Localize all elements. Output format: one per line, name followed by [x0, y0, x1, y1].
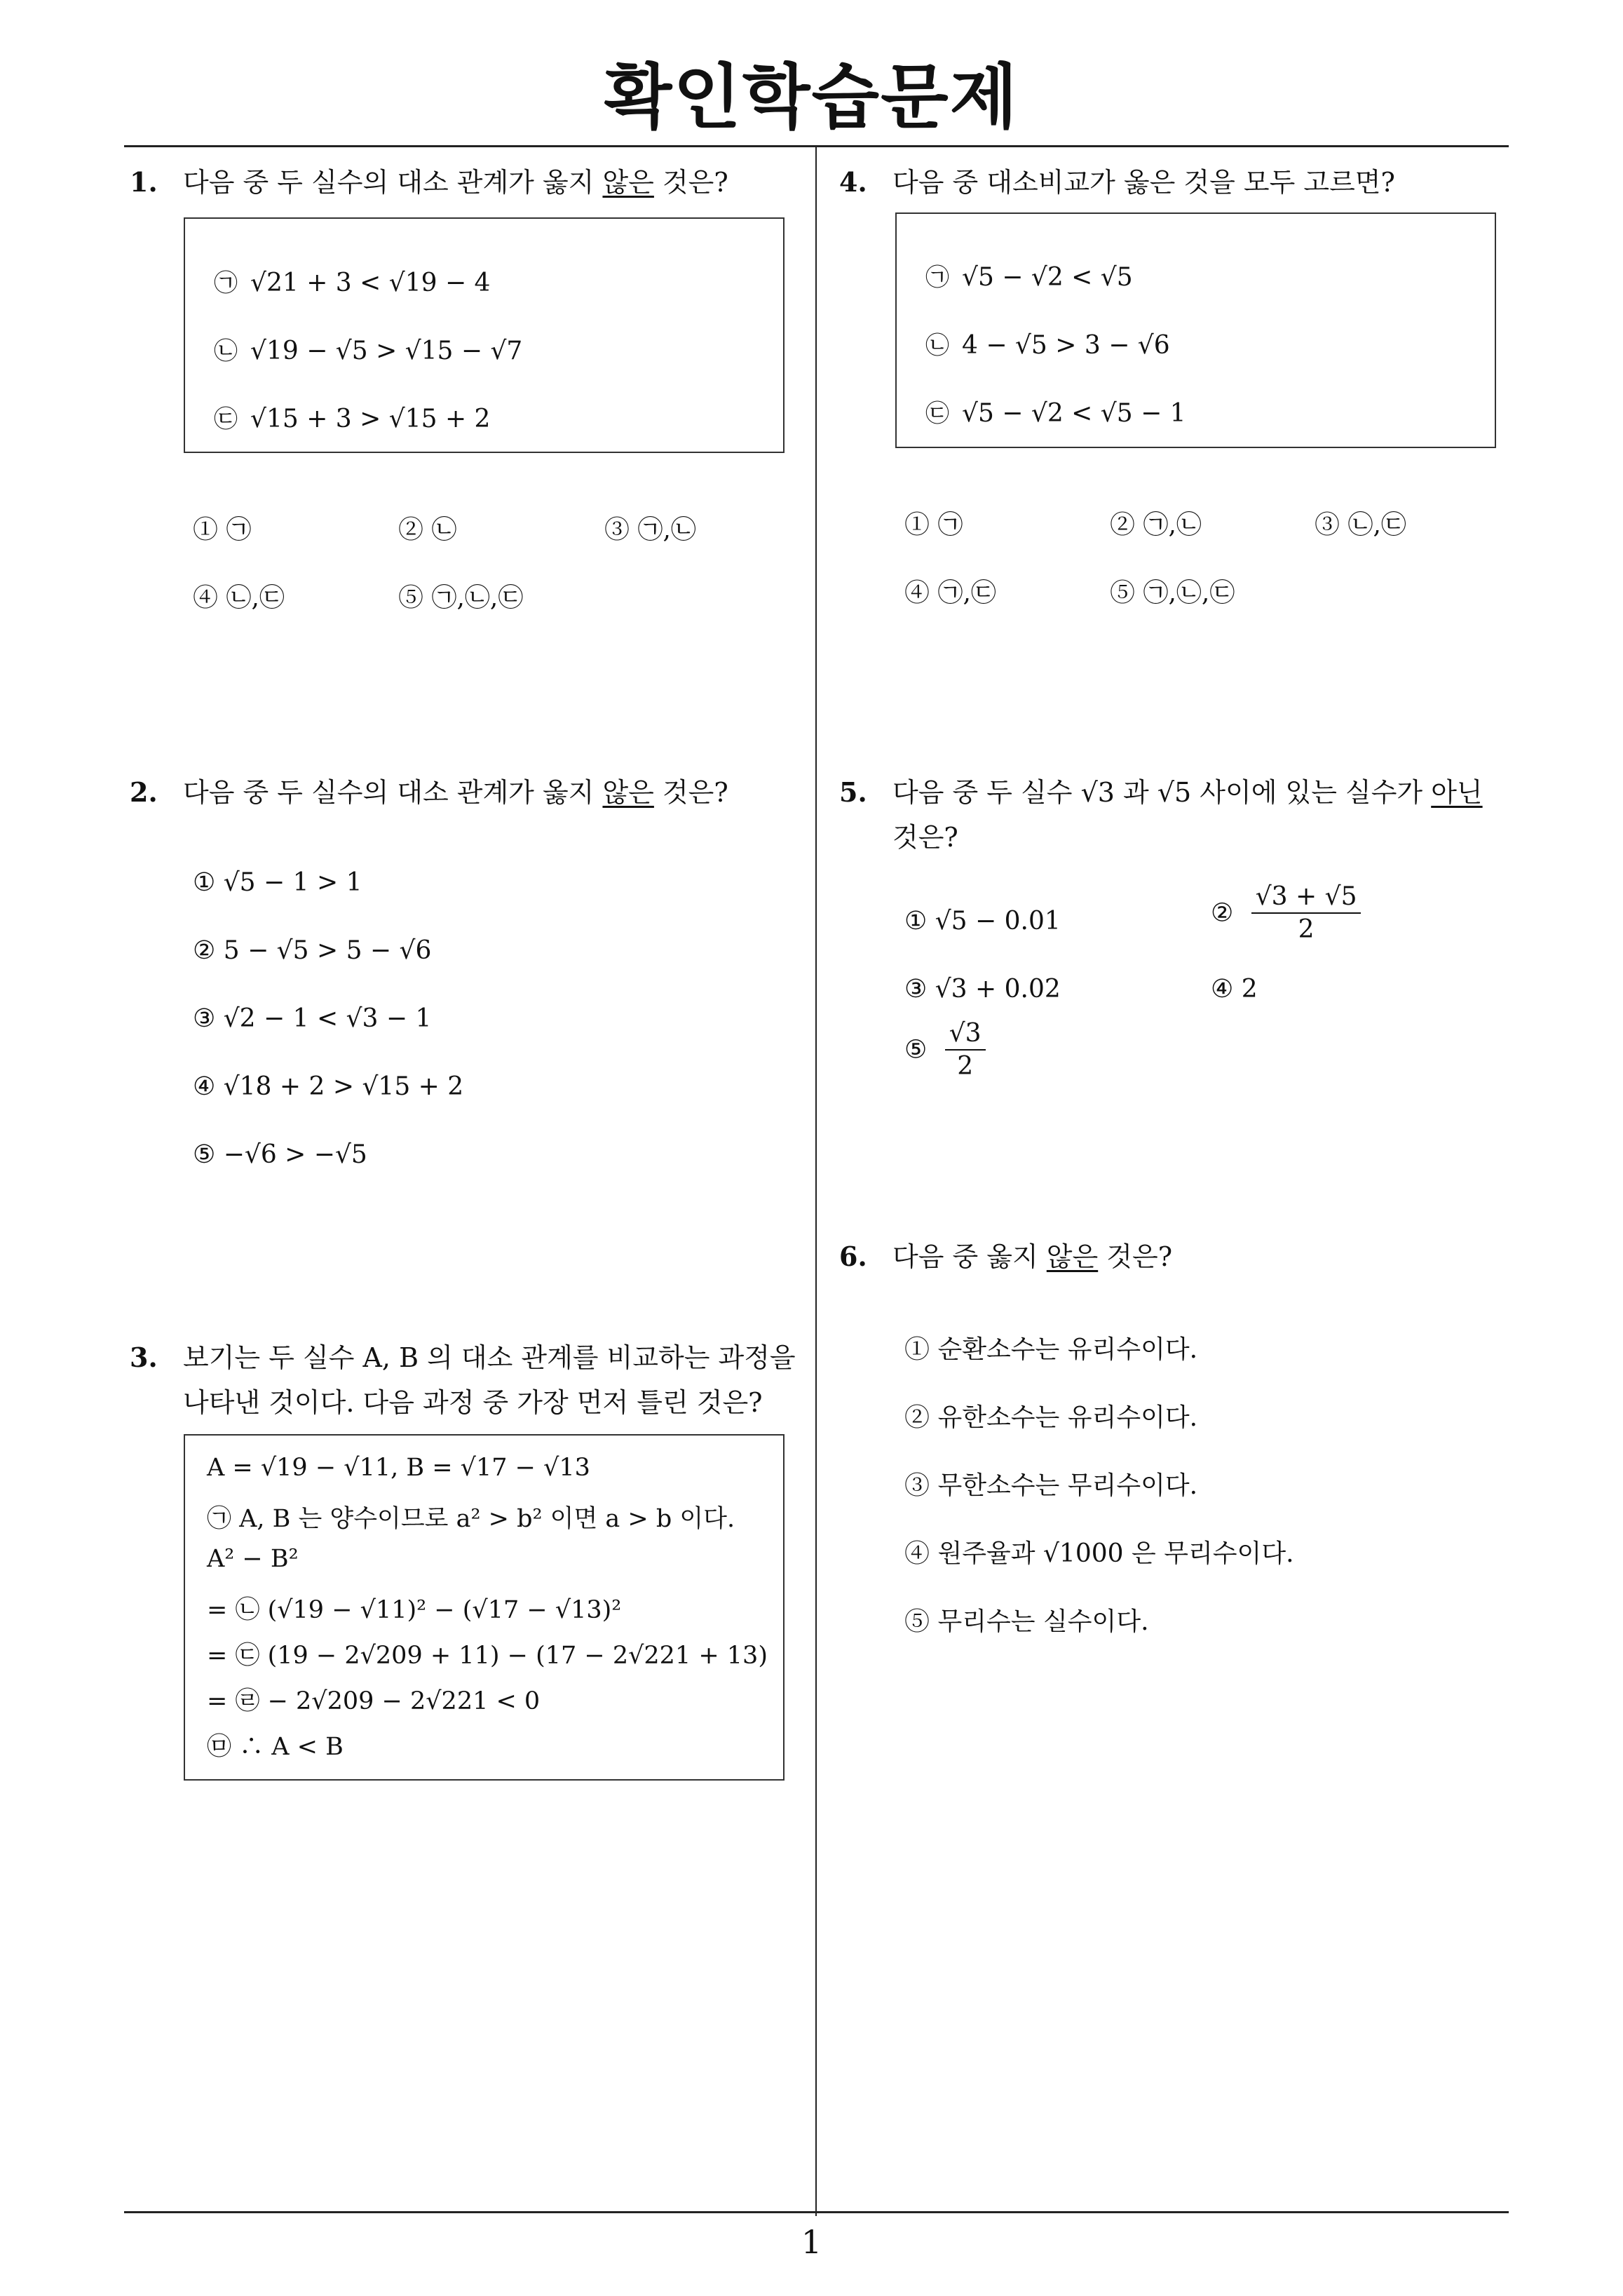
question-6 [839, 1234, 1172, 1279]
solution-line: A² − B² [207, 1545, 299, 1573]
solution-line: = ㉢ (19 − 2√209 + 11) − (17 − 2√221 + 13) [207, 1642, 768, 1670]
answer-option[interactable]: ④ 2 [1211, 975, 1258, 1004]
answer-option[interactable]: ① 순환소수는 유리수이다. [904, 1335, 1198, 1364]
condition-item: ㉠ √5 − √2 < √5 [925, 263, 1133, 292]
question-number: 5. [839, 776, 867, 808]
question-5 [839, 770, 1512, 860]
page-title: 확인학습문제 [604, 56, 1019, 138]
answer-option[interactable]: ⑤ −√6 > −√5 [193, 1140, 367, 1169]
question-number: 4. [839, 166, 867, 198]
question-stem: 다음 중 옳지 않은 것은? [892, 1241, 1173, 1272]
condition-item: ㉡ √19 − √5 > √15 − √7 [214, 337, 523, 365]
condition-item: ㉢ √5 − √2 < √5 − 1 [925, 399, 1186, 428]
condition-item: ㉠ √21 + 3 < √19 − 4 [214, 269, 491, 297]
question-stem: 다음 중 두 실수의 대소 관계가 옳지 않은 것은? [183, 167, 728, 198]
answer-option[interactable]: ④ 원주율과 √1000 은 무리수이다. [904, 1539, 1294, 1568]
page-number: 1 [801, 2223, 822, 2261]
question-stem: 보기는 두 실수 A, B 의 대소 관계를 비교하는 과정을 [183, 1342, 796, 1373]
answer-option[interactable]: ② 5 − √5 > 5 − √6 [193, 936, 432, 965]
answer-option[interactable]: ① √5 − 1 > 1 [193, 868, 362, 897]
question-number: 6. [839, 1241, 867, 1272]
answer-option[interactable]: ④ ㉠,㉢ [904, 579, 996, 607]
question-2 [130, 770, 728, 815]
answer-option[interactable]: ④ √18 + 2 > √15 + 2 [193, 1072, 464, 1101]
question-number: 3. [130, 1342, 158, 1373]
question-number: 1. [130, 166, 158, 198]
condition-item: ㉢ √15 + 3 > √15 + 2 [214, 405, 491, 433]
answer-option[interactable]: ⑤ ㉠,㉡,㉢ [1110, 579, 1235, 607]
answer-option[interactable]: ② ㉡ [398, 515, 457, 544]
question-3 [130, 1335, 810, 1425]
answer-option[interactable]: ② 유한소수는 유리수이다. [904, 1403, 1198, 1432]
answer-option[interactable]: ② $\frac{√3 + √5}{2}$ [1211, 882, 1361, 944]
question-stem: 다음 중 두 실수 √3 과 √5 사이에 있는 실수가 아닌 [892, 777, 1483, 808]
answer-option[interactable]: ① ㉠ [904, 511, 963, 539]
question-stem: 다음 중 대소비교가 옳은 것을 모두 고르면? [892, 167, 1395, 198]
column-divider [815, 145, 817, 2216]
question-stem: 다음 중 두 실수의 대소 관계가 옳지 않은 것은? [183, 777, 728, 808]
footer-rule [124, 2211, 1509, 2213]
solution-line: A = √19 − √11, B = √17 − √13 [207, 1454, 590, 1482]
solution-line: ㉠ A, B 는 양수이므로 a² > b² 이면 a > b 이다. [207, 1505, 735, 1533]
question-stem-cont: 나타낸 것이다. 다음 과정 중 가장 먼저 틀린 것은? [183, 1387, 763, 1418]
answer-option[interactable]: ① √5 − 0.01 [904, 907, 1061, 936]
fraction: $\frac{√3 + √5}{2}$ [1251, 882, 1361, 944]
question-stem-cont: 것은? [892, 822, 958, 853]
question-1 [130, 160, 728, 205]
answer-option[interactable]: ③ ㉠,㉡ [604, 515, 696, 544]
condition-item: ㉡ 4 − √5 > 3 − √6 [925, 331, 1170, 360]
answer-option[interactable]: ② ㉠,㉡ [1110, 511, 1202, 539]
question-4 [839, 160, 1395, 205]
solution-line: = ㉡ (√19 − √11)² − (√17 − √13)² [207, 1596, 622, 1624]
fraction: $\frac{√3}{2}$ [945, 1019, 986, 1081]
question-number: 2. [130, 776, 158, 808]
solution-line: = ㉣ − 2√209 − 2√221 < 0 [207, 1687, 541, 1715]
solution-line: ㉤ ∴ A < B [207, 1733, 344, 1761]
answer-option[interactable]: ⑤ 무리수는 실수이다. [904, 1607, 1149, 1636]
answer-option[interactable]: ③ √3 + 0.02 [904, 975, 1061, 1004]
answer-option[interactable]: ⑤ ㉠,㉡,㉢ [398, 583, 524, 612]
answer-option[interactable]: ③ ㉡,㉢ [1315, 511, 1406, 539]
answer-option[interactable]: ④ ㉡,㉢ [193, 583, 285, 612]
answer-option[interactable]: ③ 무한소수는 무리수이다. [904, 1471, 1198, 1500]
answer-option[interactable]: ⑤ $\frac{√3}{2}$ [904, 1019, 986, 1081]
answer-option[interactable]: ① ㉠ [193, 515, 252, 544]
answer-option[interactable]: ③ √2 − 1 < √3 − 1 [193, 1004, 432, 1033]
